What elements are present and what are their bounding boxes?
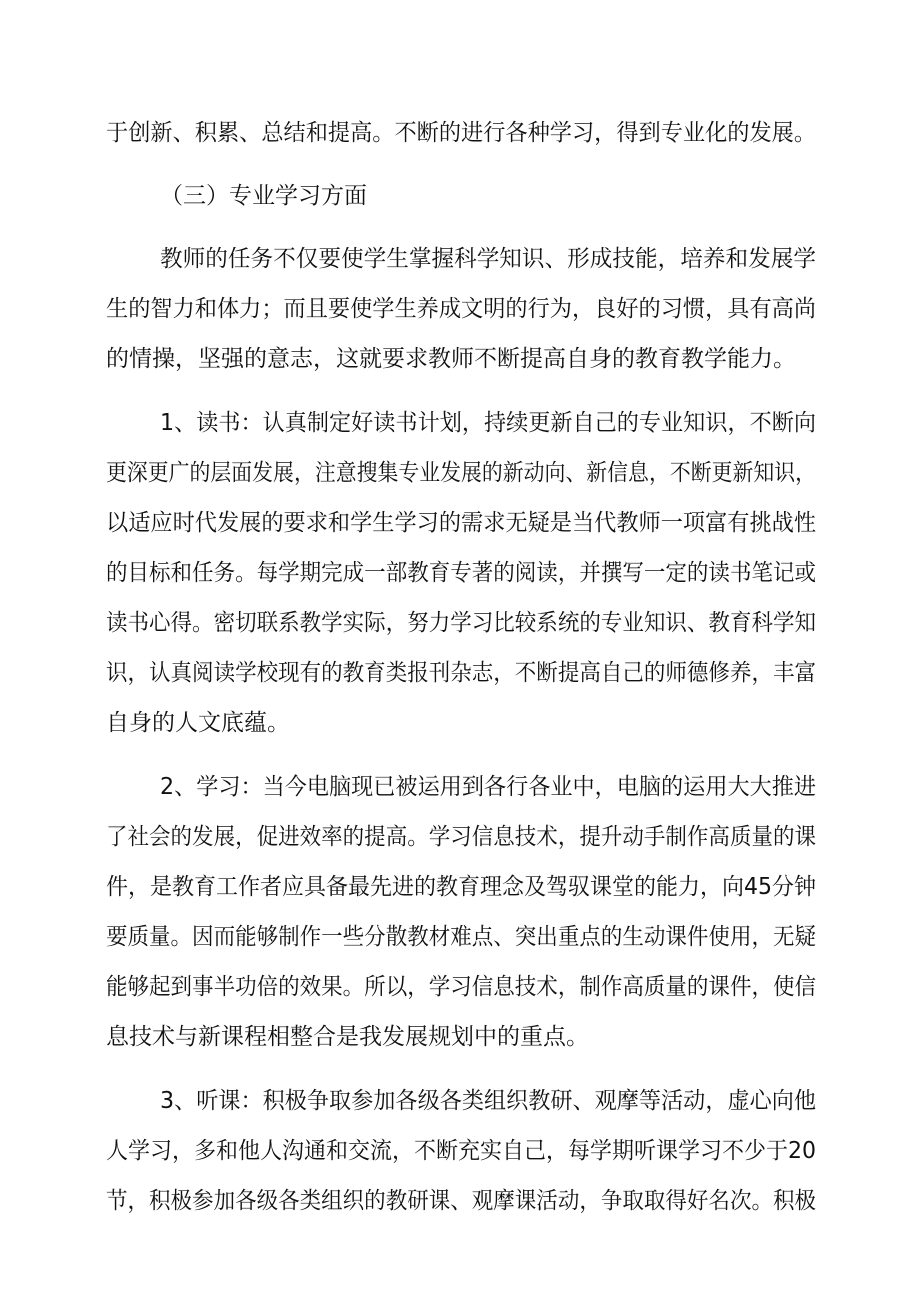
text-line: 以适应时代发展的要求和学生学习的需求无疑是当代教师一项富有挑战性 bbox=[106, 510, 816, 536]
text-line: 生的智力和体力；而且要使学生养成文明的行为，良好的习惯，具有高尚 bbox=[106, 296, 816, 322]
text-line: 要质量。因而能够制作一些分散教材难点、突出重点的生动课件使用，无疑 bbox=[106, 924, 816, 950]
text-line: 件，是教育工作者应具备最先进的教育理念及驾驭课堂的能力，向45分钟 bbox=[106, 874, 816, 900]
text-line: 教师的任务不仅要使学生掌握科学知识、形成技能，培养和发展学 bbox=[160, 246, 816, 272]
text-line: 于创新、积累、总结和提高。不断的进行各种学习，得到专业化的发展。 bbox=[106, 120, 816, 146]
text-line: 了社会的发展，促进效率的提高。学习信息技术，提升动手制作高质量的课 bbox=[106, 824, 816, 850]
text-line: 节，积极参加各级各类组织的教研课、观摩课活动，争取取得好名次。积极 bbox=[106, 1188, 816, 1214]
text-line: 识，认真阅读学校现有的教育类报刊杂志，不断提高自己的师德修养，丰富 bbox=[106, 660, 816, 686]
text-line: 能够起到事半功倍的效果。所以，学习信息技术，制作高质量的课件，使信 bbox=[106, 974, 816, 1000]
text-line: 读书心得。密切联系教学实际，努力学习比较系统的专业知识、教育科学知 bbox=[106, 610, 816, 636]
text-line: 的目标和任务。每学期完成一部教育专著的阅读，并撰写一定的读书笔记或 bbox=[106, 560, 816, 586]
text-line: 人学习，多和他人沟通和交流，不断充实自己，每学期听课学习不少于20 bbox=[106, 1138, 816, 1164]
text-line: 自身的人文底蕴。 bbox=[106, 710, 290, 736]
text-line: 息技术与新课程相整合是我发展规划中的重点。 bbox=[106, 1024, 589, 1050]
text-line: 更深更广的层面发展，注意搜集专业发展的新动向、新信息，不断更新知识， bbox=[106, 460, 816, 486]
text-line: 的情操，坚强的意志，这就要求教师不断提高自身的教育教学能力。 bbox=[106, 346, 796, 372]
section-heading: （三）专业学习方面 bbox=[160, 183, 367, 209]
text-line: 2、学习：当今电脑现已被运用到各行各业中，电脑的运用大大推进 bbox=[160, 774, 816, 800]
text-line: 1、读书：认真制定好读书计划，持续更新自己的专业知识，不断向 bbox=[160, 410, 816, 436]
text-line: 3、听课：积极争取参加各级各类组织教研、观摩等活动，虚心向他 bbox=[160, 1088, 816, 1114]
